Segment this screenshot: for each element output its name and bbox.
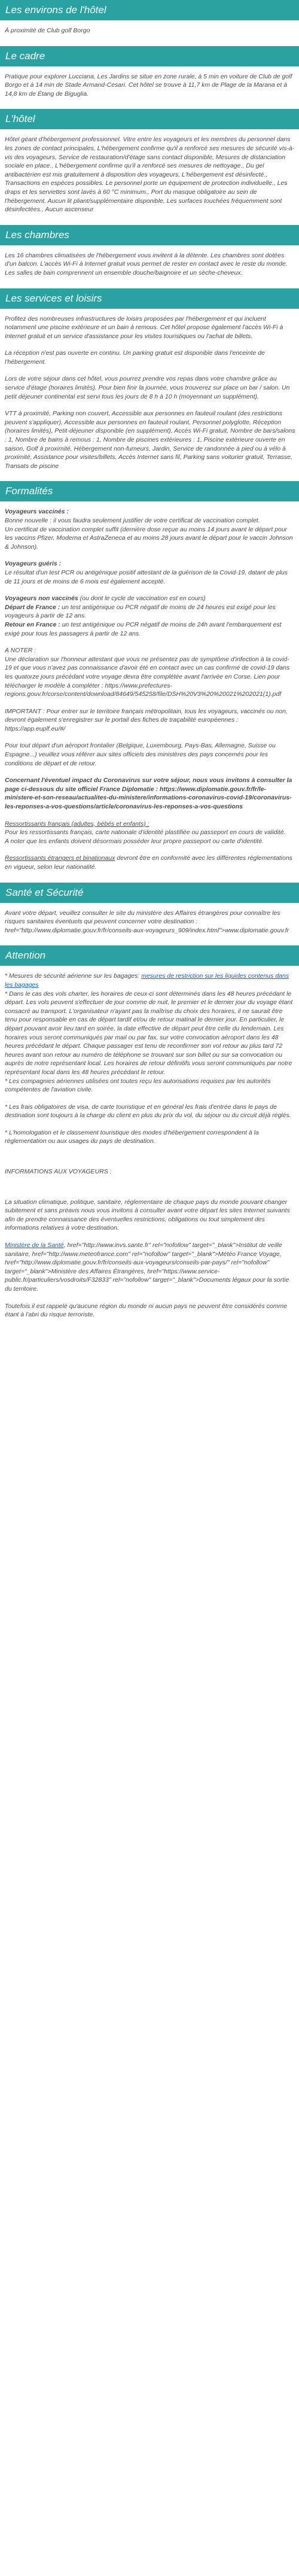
useful-links-block [5, 1241, 295, 1294]
services-amenities-list: VTT à proximité, Parking non couvert, Accessible aux personnes en fauteuil roulant (des restrictions peuvent s'appliquer), Accessible aux personnes en fauteuil roulant, Personnel polyglotte, Réception (horaires limités), Petit-déjeuner disponible (en supplément), Accès Wi-Fi gratuit, Nombre de bars/salons : 1, Nombre de bains à remous : 1, Nombre de piscines extérieures : 1, Piscine extérieure ouverte en saison, Golf à proximité, Hébergement non-fumeurs, Jardin, Service de randonnée à pied ou à vélo à proximité, Assistance pour visites/billets, Accès Internet sans fil, Parking sans voiturier gratuit, Terrasse, Transats de piscine [5, 410, 295, 470]
terrorism-risk-text: Toutefois il est rappelé qu'aucune région du monde ni aucun pays ne peuvent être considérés comme étant à l'abri du risque terroriste. [5, 1302, 288, 1319]
foreigners-block [5, 854, 295, 871]
section-title-formalities: Formalités [0, 481, 299, 501]
vaccinated-text-2: Un certificat de vaccination complet suffit (dernière dose reçue au moins 14 jours avant le départ pour les vaccins Pfizer, Moderna et AstraZeneca et au moins 28 jours avant le départ pour le vaccin Johnson & Johnson). [5, 525, 293, 551]
cured-text: Le résultat d'un test PCR ou antigénique positif attestant de la guérison de la Covid-19, datant de plus de 11 jours et de moins de 6 mois est également accepté. [5, 568, 288, 585]
traveler-info-text: La situation climatique, politique, sanitaire, réglementaire de chaque pays du monde pouvant changer subitement et sans préavis nous vous invitons à consulter avant votre départ les sites Internet suivants afin de prendre connaissance des éventuelles restrictions, obligations ou tout simplement des informations relatives à votre destination. [5, 1198, 290, 1232]
classification-text: * L'homologation et le classement touristique des modes d'hébergement correspondent à la réglementation ou aux usages du pays de destination. [5, 1129, 259, 1145]
charter-flights-text: * Dans le cas des vols charter, les horaires de ceux-ci sont déterminés dans les 48 heures précédant le départ. Les vols peuvent s'effectuer de jour comme de nuit, le premier et le dernier jour du voyage étant consacré au transport. L'organisateur n'ayant pas la maîtrise du choix des horaires, il ne saurait être tenu pour responsable en cas de départ tardif et/ou de retour matinal le dernier jour. En particulier, le départ pouvant avoir lieu tard en soirée, la date effective de départ peut être celle du lendemain. Les horaires vous seront communiqués par mail ou par fax, sur votre convocation aéroport dans les 48 heures précédant le départ. Chaque passager est tenu de reconfirmer son vol retour au plus tard 72 heures avant son retour au numéro de téléphone se trouvant sur son billet ou sur sa convocation ou auprès de notre représentant local. Les horaires de retour définitifs vous seront communiqués par notre représentant local dans les 48 heures précédant le retour. [5, 990, 293, 1076]
foreign-airports-text: Pour tout départ d'un aéroport frontalier (Belgique, Luxembourg, Pays-Bas, Allemagne, Suisse ou Espagne...) veuillez vous référer aux sites officiels des ministères des pays concernés pour les conditions de départ et de retour. [5, 742, 276, 767]
unvaccinated-title: Voyageurs non vaccinés [5, 595, 78, 603]
surroundings-section [0, 26, 299, 35]
services-paragraph-1: Profitez des nombreuses infrastructures de loisirs proposées par l'hébergement et qui incluent notamment une piscine extérieure et un bain à remous. Cet hôtel propose également l'accès Wi-Fi à Internet gratuit et un service d'assistance pour les visites touristiques ou l'achat de billets. [5, 315, 283, 340]
services-section [0, 315, 299, 471]
departure-label: Départ de France : [5, 603, 60, 611]
hotel-section [0, 135, 299, 214]
setting-text: Pratique pour explorer Lucciana, Les Jardins se situe en zone rurale, à 5 min en voiture de Club de golf Borgo et à 14 min de Stade Armand-Cesari. Cet hôtel se trouve à 11,7 km de Plage de la Marana et à 14,8 km de Étang de Biguglia. [5, 72, 292, 98]
unvaccinated-intro: (ou dont le cycle de vaccination est en cours) [78, 595, 206, 603]
residents-text: Pour les ressortissants français, carte nationale d'identité plastifiée ou passeport en cours de validité. [5, 829, 286, 837]
attention-section [0, 972, 299, 1319]
section-title-attention: Attention [0, 945, 299, 966]
surroundings-text: À proximité de Club golf Borgo [5, 27, 90, 34]
attention-block-1 [5, 972, 295, 1094]
vaccinated-text: Bonne nouvelle : il vous faudra seulement justifier de votre certificat de vaccination complet. [5, 517, 260, 524]
residents-title: Ressortissants français (adultes, bébés et enfants) : [5, 820, 150, 828]
section-title-surroundings: Les environs de l'hôtel [0, 0, 299, 20]
residents-block [5, 820, 295, 846]
health-section [0, 909, 299, 935]
unvaccinated-block [5, 594, 295, 638]
setting-section [0, 72, 299, 99]
traveler-info-title: INFORMATIONS AUX VOYAGEURS : [5, 1168, 112, 1176]
cured-title: Voyageurs guéris : [5, 560, 62, 568]
residents-note: A noter que les enfants doivent désormais posséder leur propre passeport ou carte d'identité. [5, 837, 264, 845]
note-block [5, 646, 295, 699]
note-text: Une déclaration sur l'honneur attestant que vous ne présentez pas de symptôme d'infection à la covid-19 et que vous n'avez pas connaissance d'avoir été en contact avec un cas confirmé de covid-19 dans les quatorze jours précédant votre voyage devra être complétée avant l'arrivée en Corse. Lien pour télécharger le modèle à compléter : https://www.prefectures-regions.gouv.fr/corse/content/download/84649/545258/file/DSH%20V3%20%20021%202021(1).pdf [5, 655, 290, 698]
vaccinated-block [5, 507, 295, 551]
health-ministry-link[interactable]: Ministère de la Santé [5, 1242, 64, 1249]
cured-block [5, 559, 295, 586]
hotel-text: Hôtel géant d'hébergement professionnel. Vitre entre les voyageurs et les membres du personnel dans les zones de contact principales, L'hébergement confirme qu'il a renforcé ses mesures de sécurité vis-à-vis des voyageurs, Service de restauration/d'étage sans contact disponible, Mesures de distanciation sociale en place., L'hébergement confirme qu'il a renforcé ses mesures de nettoyage., Du gel antibactérien est mis gratuitement à disposition des voyageurs, L'hébergement est désinfecté., Transactions en espèces possibles. Le personnel porte un équipement de protection individuelle., Les draps et les serviettes sont lavés à 60 °C minimum., Port du masque obligatoire au sein de l'hébergement. Aucun lit pliant/supplémentaire disponible, Les surfaces touchées fréquemment sont désinfectées., Aucun ascenseur [5, 136, 295, 214]
rooms-text: Les 16 chambres climatisées de l'hébergement vous invitent à la détente. Les chambres sont dotées d'un balcon. L'accès Wi-Fi à Internet gratuit vous permet de rester en contact avec le reste du monde. Les salles de bain comprennent un ensemble douche/baignoire et un sèche-cheveux. [5, 251, 288, 276]
health-text: Avant votre départ, veuillez consulter le site du ministère des Affaires étrangères pour connaître les risques sanitaires éventuels qui peuvent concerner votre destination : href="http://www.diplomatie.gouv.fr/fr/conseils-aux-voyageurs_909/index.html">www.diplomatie.gouv.fr [5, 909, 289, 934]
airlines-text: * Les compagnies aériennes utilisées ont toutes reçu les autorisations requises par les autorités compétentes de l'aviation civile. [5, 1077, 271, 1094]
section-title-health: Santé et Sécurité [0, 883, 299, 903]
baggage-prefix: * Mesures de sécurité aérienne sur les bagages: [5, 972, 142, 980]
section-title-hotel: L'hôtel [0, 109, 299, 129]
services-paragraph-3: Lors de votre séjour dans cet hôtel, vous pourrez prendre vos repas dans votre chambre grâce au service d'étage (horaires limités). Pour bien finir la journée, vous trouverez sur place un bar / salon. Un petit déjeuner continental est servi tous les jours de 8 h à 10 h (moyennant un supplément). [5, 375, 290, 400]
foreigners-title: Ressortissants étrangers et binationaux [5, 854, 115, 862]
section-title-setting: Le cadre [0, 46, 299, 66]
note-title: A NOTER : [5, 647, 36, 655]
spacer [5, 1185, 295, 1198]
visa-fees-text: * Les frais obligatoires de visa, de carte touristique et en général les frais d'entrée dans le pays de destination sont toujours à la charge du client en plus du prix du vol, du séjour ou du circuit déjà réglés. [5, 1103, 291, 1120]
section-title-services: Les services et loisirs [0, 288, 299, 309]
important-text: IMPORTANT : Pour entrer sur le territoire français métropolitain, tous les voyageurs, vaccinés ou non, devront également s'enregistrer sur le portail des fiches de traçabilité européennes : https://app.euplf.eu/#/ [5, 707, 288, 732]
spacer [5, 1154, 295, 1167]
liquids-restriction-link[interactable]: mesures de restriction sur les liquides contenus dans les bagages [5, 972, 289, 989]
formalities-section [0, 507, 299, 871]
useful-links-text: , href="http://www.invs.sante.fr" rel="nofollow" target="_blank">Institut de veille sanitaire, href="http://www.meteofrance.com" rel="nofollow" target="_blank">Météo France Voyage, href="http://www.diplomatie.gouv.fr/fr/conseils-aux-voyageurs/conseils-par-pays/" rel="nofollow" target="_blank">Ministère des Affaires Étrangères, href="https://www.service-public.fr/particuliers/vosdroits/F32833" rel="nofollow" target="_blank">Documents légaux pour la sortie du territoire. [5, 1242, 289, 1292]
services-paragraph-2: La réception n'est pas ouverte en continu. Un parking gratuit est disponible dans l'enceinte de l'hébergement. [5, 349, 265, 366]
coronavirus-info-text: Concernant l'éventuel impact du Coronavirus sur votre séjour, nous vous invitons à consulter la page ci-dessous du site officiel France Diplomatie : https://www.diplomatie.gouv.fr/fr/le-ministere-et-son-reseau/actualites-du-ministere/informations-coronavirus-covid-19/coronavirus-les-reponses-a-vos-questions/article/coronavirus-les-reponses-a-vos-questions [5, 777, 292, 811]
return-text: un test antigénique ou PCR négatif de moins de 24h avant l'embarquement est exigé pour tous les passagers à partir de 12 ans. [5, 621, 282, 637]
rooms-section [0, 251, 299, 278]
section-title-rooms: Les chambres [0, 225, 299, 245]
foreigners-text: devront être en conformité avec les différentes réglementations en vigueur, selon leur nationalité. [5, 854, 292, 871]
return-label: Retour en France : [5, 621, 60, 628]
departure-text: un test antigénique ou PCR négatif de moins de 24 heures est exigé pour les voyageurs à partir de 12 ans. [5, 603, 276, 620]
vaccinated-title: Voyageurs vaccinés : [5, 508, 69, 516]
